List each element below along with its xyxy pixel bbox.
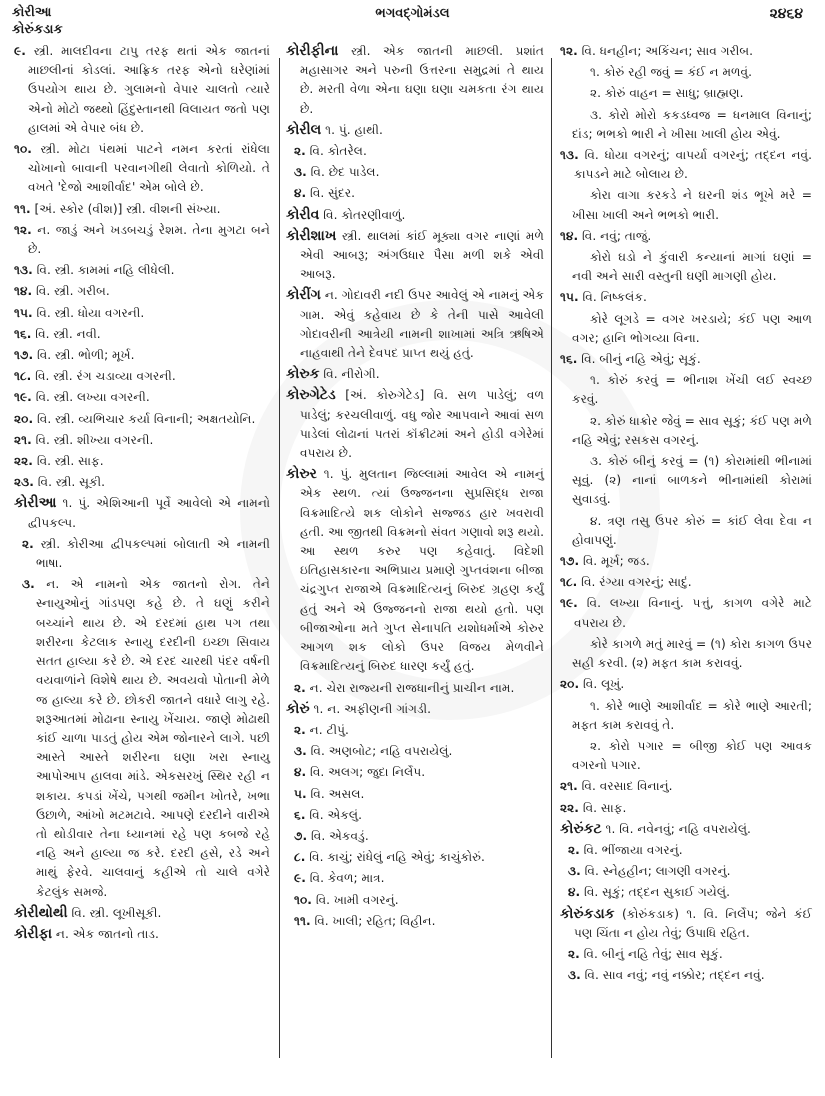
sense-definition xyxy=(560,675,812,694)
sense-number: ૨૦. xyxy=(14,411,34,426)
idiom-usage xyxy=(560,371,812,409)
headword: કોરું xyxy=(286,700,310,717)
dictionary-entry xyxy=(286,121,544,140)
definition-text: વિ. સુંદર. xyxy=(306,186,356,201)
definition-text: વિ. રંગ્યા વગરનું; સાદું. xyxy=(577,575,692,590)
sense-number: ૧૪. xyxy=(560,228,579,243)
sense-definition xyxy=(560,777,812,796)
definition-text: વિ. છેદ પાડેલ. xyxy=(306,165,380,180)
sense-number: ૩. xyxy=(568,864,581,879)
sense-definition xyxy=(286,827,544,846)
sense-definition xyxy=(14,575,270,901)
headword: કોરીશાખ xyxy=(286,227,337,244)
definition-text: વિ. સ્ત્રી. કામમાં નહિ લીધેલી. xyxy=(32,263,175,278)
sense-definition xyxy=(560,841,812,860)
definition-text: વિ. સ્ત્રી. સાફ. xyxy=(32,454,104,469)
definition-text: સ્ત્રી. એક જાતની માછલી. પ્રશાંત મહાસાગર અને પરુની ઉત્તરના સમુદ્રમાં તે થાય છે. મરતી વેળા એના ઘણા ઘણા ચમકતા રંગ થાય છે. xyxy=(300,44,544,116)
sense-number: ૨. xyxy=(590,86,602,101)
definition-text: ન. ટીપું. xyxy=(305,722,349,737)
definition-text: વિ. સ્ત્રી. ધોયા વગરની. xyxy=(32,305,145,320)
idiom-usage xyxy=(560,737,812,775)
definition-text: વિ. બીનું નહિ તેવું; સાવ સૂકું. xyxy=(579,946,723,961)
column-1 xyxy=(14,42,270,946)
sense-definition xyxy=(14,388,270,407)
sense-number: ૨. xyxy=(22,536,34,551)
idiom-usage xyxy=(560,310,812,348)
headword: કોરુંકટ xyxy=(560,820,602,837)
definition-text: કોરે કાગળે મતું મારવું = (૧) કોરા કાગળ ઉપર સહી કરવી. (૨) મફત કામ કરાવવું. xyxy=(572,636,812,671)
sense-number: ૩. xyxy=(568,968,581,983)
definition-text: વિ. ધોયા વગરનું; વાપર્યા વગરનું; તદ્દન નવું. કાપડને માટે બોલાય છે. xyxy=(574,148,812,182)
dictionary-entry xyxy=(286,365,544,384)
sense-definition xyxy=(286,163,544,182)
sense-number: ૧૯. xyxy=(14,390,32,405)
definition-text: વિ. કાચું; રાંધેલું નહિ એવું; કાચુંકોરું. xyxy=(305,850,485,865)
sense-number: ૧૨. xyxy=(560,44,578,58)
sense-definition xyxy=(286,763,544,782)
idiom-usage xyxy=(560,697,812,735)
sense-number: ૨. xyxy=(590,738,602,753)
headword: કોરીંગ xyxy=(286,287,321,304)
sense-number: ૨૨. xyxy=(560,800,579,815)
definition-text: વિ. સ્ત્રી. લખ્યા વગરની. xyxy=(31,390,150,405)
sense-definition xyxy=(560,288,812,307)
definition-text: વિ. કોતરણીવાળું. xyxy=(319,207,406,222)
definition-text: વિ. સ્નેહહીન; લાગણી વગરનું. xyxy=(580,864,731,879)
sense-definition xyxy=(14,304,270,323)
definition-text: વિ. સ્ત્રી. સૂકી. xyxy=(33,475,105,490)
definition-text: વિ. અણબોટ; નહિ વપરાયેલું. xyxy=(306,744,453,759)
definition-text: કોરું વાહન = સાધુ; બ્રાહ્મણ. xyxy=(601,86,744,101)
sense-definition xyxy=(14,200,270,219)
sense-number: ૨. xyxy=(590,413,602,428)
dictionary-entry xyxy=(560,820,812,839)
headword: કોરીથોથી xyxy=(14,904,68,921)
definition-text: કોરે ભાણે આશીર્વાદ = કોરે ભાણે આરતી; મફત કામ કરાવવું તે. xyxy=(572,698,812,732)
sense-number: ૧. xyxy=(590,65,600,80)
sense-number: ૩. xyxy=(22,577,35,592)
sense-number: ૫. xyxy=(294,786,307,801)
sense-number: ૨. xyxy=(568,842,580,857)
dictionary-entry xyxy=(14,925,270,944)
sense-number: ૧૩. xyxy=(560,148,579,163)
definition-text: વિ. સ્ત્રી. શીખ્યા વગરની. xyxy=(31,432,154,447)
sense-number: ૧૦. xyxy=(14,142,32,157)
definition-text: ન. જાડું અને ખડબચડું રેશમ. તેના મુગટા બને છે. xyxy=(28,222,270,257)
headword: કોરીલ xyxy=(286,121,322,138)
sense-definition xyxy=(560,146,812,184)
sense-number: ૩. xyxy=(590,454,602,469)
sense-number: ૮. xyxy=(294,850,306,865)
sense-definition xyxy=(14,367,270,386)
definition-text: વિ. ખામી વગરનું. xyxy=(311,892,399,907)
headword: કોરીફીના xyxy=(286,43,339,59)
definition-text: ૧. પું. મુલતાન જિલ્લામાં આવેલ એ નામનું એક સ્થળ. ત્યાં ઉજ્જનના સુપ્રસિદ્ધ રાજા વિક્રમાદિત્યે શક લોકોને સજ્જડ હાર ખવરાવી હતી. આ જીતથી વિક્રમનો સંવત ગણાવો શરૂ થયો. આ સ્થળ કરુર પણ કહેવાતું. વિદેશી ઇતિહાસકારના અભિપ્રાય પ્રમાણે ગુપ્તવંશના બીજા ચંદ્રગુપ્ત રાજાએ વિક્રમાદિત્યનું બિરુદ ગ્રહણ કર્યું હતું અને એ ઉજ્જનનો રાજા થયો હતો. પણ બીજાઓના મતે ગુપ્ત સેનાપતિ યશોધર્માએ કોરુર આગળ શક લોકો ઉપર વિજય મેળવીને વિક્રમાદિત્યનું બિરુદ ધારણ કર્યું હતું. xyxy=(300,467,544,674)
definition-text: ૧. પું. હાથી. xyxy=(321,122,383,137)
idiom-usage xyxy=(560,512,812,550)
definition-text: વિ. સ્ત્રી. રંગ ચડાવ્યા વગરની. xyxy=(31,369,176,384)
definition-text: ન. એ નામનો એક જાતનો રોગ. તેને સ્નાયુઓનું ગાંડપણ કહે છે. તે ઘણું કરીને બચ્ચાંને થાય છે. એ દરદમાં હાથ પગ તથા શરીરના કેટલાક સ્નાયુ દરદીની ઇચ્છા સિવાય સતત હાલ્યા કરે છે. એ દરદ ચારથી પંદર વર્ષની વયવાળાંને વિશેષે થાય છે. અવયવો પોતાની મેળે જ હાલ્યા કરે છે. છોકરી જાતને વધારે લાગુ રહે. શરૂઆતમાં મોઢાના સ્નાયુ ખેંચાય. જાણે મોઢાથી કાંઈ ચાળા પાડતું હોય એમ જોનારને લાગે. પછી આસ્તે આસ્તે શરીરના ઘણા ખરા સ્નાયુ આપોઆપ હાલવા માંડે. એકસરખું સ્થિર રહી ન શકાય. કપડાં ખેંચે, પગથી જમીન ખોતરે, ખભા ઉછાળે, આંખો મટમટાવે. આપણે દરદીને વારીએ તો થોડીવાર તેના ધ્યાનમાં રહે પણ કબજે રહે નહિ અને હાલ્યા જ કરે. દરદી હસે, રડે અને માથું ફેરવે. ચાલવાનું કહીએ તો ચાલે વગેરે કેટલુંક સમજે. xyxy=(34,577,270,899)
definition-text: કોરું રહી જવું = કંઈ ન મળવું. xyxy=(599,65,753,80)
definition-text: [અં. સ્કોર (વીશ)] સ્ત્રી. વીશની સંખ્યા. xyxy=(30,201,221,216)
sense-number: ૧૦. xyxy=(294,892,312,907)
sense-number: ૪. xyxy=(294,765,307,780)
sense-number: ૩. xyxy=(294,744,307,759)
definition-text: વિ. નીરોગી. xyxy=(319,367,380,382)
sense-number: ૧૧. xyxy=(294,913,311,928)
sense-number: ૭. xyxy=(294,828,308,843)
definition-text: વિ. સ્ત્રી. વ્યભિચાર કર્યા વિનાની; અક્ષતયોનિ. xyxy=(33,411,256,426)
sense-definition xyxy=(286,891,544,910)
definition-text: વિ. સ્ત્રી. લૂખીસૂકી. xyxy=(67,905,162,920)
definition-text: ૧. પું. એશિઆની પૂર્વે આવેલો એ નામનો દ્વીપકલ્પ. xyxy=(28,496,270,530)
sense-number: ૨. xyxy=(568,946,580,961)
dictionary-entry xyxy=(286,227,544,285)
definition-text: વિ. ભીંજાયા વગરનું. xyxy=(579,842,683,857)
definition-text: વિ. એકવડું. xyxy=(307,828,369,843)
dictionary-entry xyxy=(286,286,544,363)
headword: કોરુક xyxy=(286,366,320,383)
definition-text: વિ. સ્ત્રી. ગરીબ. xyxy=(32,284,110,299)
definition-text: વિ. કેવળ; માત્ર. xyxy=(305,871,385,886)
definition-text: વિ. સાફ. xyxy=(578,800,627,815)
definition-text: વિ. ખાલી; રહિત; વિહીન. xyxy=(310,913,436,928)
dictionary-entry xyxy=(14,494,270,532)
sense-number: ૨. xyxy=(294,680,306,695)
sense-definition xyxy=(14,140,270,198)
definition-text: ન. એક જાતનો તાડ. xyxy=(52,926,159,941)
sense-definition xyxy=(286,142,544,161)
sense-definition xyxy=(14,410,270,429)
definition-text: વિ. એકલું. xyxy=(305,807,362,822)
idiom-usage xyxy=(560,248,812,286)
definition-text: (કોરુંકડાક) ૧. વિ. નિર્લેપ; જેને કંઈ પણ ચિંતા ન હોય તેવું; ઉપાધિ રહિત. xyxy=(574,906,812,940)
definition-text: વિ. અલગ; જુદા નિર્લેપ. xyxy=(306,765,426,780)
sense-number: ૧૬. xyxy=(560,352,578,367)
sense-definition xyxy=(14,42,270,138)
dictionary-entry xyxy=(286,42,544,119)
sense-definition xyxy=(286,912,544,931)
sense-number: ૧૭. xyxy=(560,554,580,569)
definition-text: વિ. લૂખું. xyxy=(579,677,625,692)
column-3 xyxy=(560,42,812,987)
definition-text: ૧. વિ. નવેનવું; નહિ વપરાયેલું. xyxy=(601,821,751,836)
sense-definition xyxy=(560,573,812,592)
idiom-usage xyxy=(560,63,812,82)
dictionary-entry xyxy=(286,465,544,676)
sense-number: ૧૮. xyxy=(560,575,578,590)
definition-text: કોરું બીનું કરવું = (૧) કોરામાંથી ભીનામાં સૂવું. (૨) નાનાં બાળકને ભીનામાંથી કોરામાં સુવાડવું. xyxy=(572,454,812,507)
definition-text: ન. ગોદાવરી નદી ઉપર આવેલું એ નામનું એક ગામ. એવું કહેવાય છે કે તેની પાસે આવેલી ગોદાવરીની આત્રેયી નામની શાખામાં અત્રિ ઋષિએ નાહવાથી તેને દેવપદ પ્રાપ્ત થયું હતું. xyxy=(300,288,544,361)
sense-number: ૧૩. xyxy=(14,263,33,278)
definition-text: વિ. સ્ત્રી. ભોળી; મૂર્ખ. xyxy=(33,348,135,363)
sense-definition xyxy=(560,552,812,571)
definition-text: કોરો પગાર = બીજી કોઈ પણ આવક વગરનો પગાર. xyxy=(572,738,812,773)
definition-text: સ્ત્રી. થાલમાં કાંઈ મૂક્યા વગર નાણાં મળે એવી આબરૂ; અંગઉધાર પૈસા મળી શકે એવી આબરૂ. xyxy=(300,228,544,282)
sense-number: ૧૫. xyxy=(560,290,579,305)
sense-definition xyxy=(286,806,544,825)
definition-text: કોરું ધાક્રોર જેવું = સાવ સૂકું; કંઈ પણ મળે નહિ એવું; રસકસ વગરનું. xyxy=(572,413,812,447)
dictionary-entry xyxy=(560,905,812,943)
sense-number: ૬. xyxy=(294,807,306,822)
sense-definition xyxy=(560,883,812,902)
sense-number: ૧૪. xyxy=(14,284,33,299)
definition-text: સ્ત્રી. માલદીવના ટાપુ તરફ થતાં એક જાતનાં માછલીનાં કોડલાં. આફ્રિક તરફ એનો ઘરેણાંમાં ઉપયોગ થાય છે. ગુલામનો વેપાર ચાલતો ત્યારે એનો મોટો જથ્થો હિંદુસ્તાનથી વિલાયત જતો પણ હાલમાં એ વેપાર બંધ છે. xyxy=(25,44,270,135)
sense-definition xyxy=(560,42,812,61)
sense-number: ૨૧. xyxy=(560,779,578,794)
sense-definition xyxy=(560,966,812,985)
sense-definition xyxy=(14,535,270,573)
sense-definition xyxy=(286,679,544,698)
sense-number: ૧૫. xyxy=(14,305,33,320)
sense-definition xyxy=(14,282,270,301)
sense-number: ૨૧. xyxy=(14,432,32,447)
definition-text: વિ. કોતરેલ. xyxy=(305,144,367,159)
definition-text: સ્ત્રી. મોટા પંથમાં પાટને નમન કરતાં રાંધેલા ચોખાનો બાવાની પરવાનગીથી લેવાતો કોળિયો. તે વખતે 'દેજો આશીર્વાદ' એમ બોલે છે. xyxy=(28,142,270,195)
definition-text: વિ. અસલ. xyxy=(306,786,365,801)
sense-number: ૧. xyxy=(590,698,600,713)
definition-text: કોરું કરવું = ભીનાશ ખેંચી લઈ સ્વચ્છ કરવું. xyxy=(572,373,812,407)
definition-text: [અં. કોરુગેટેડ] વિ. સળ પાડેલું; વળ પાડેલું; કરચલીવાળું. વધુ જોર આપવાને આવાં સળ પાડેલાં લોઢાનાં પતરાં કૉંક્રીટમાં અને હોડી વગેરેમાં વપરાય છે. xyxy=(300,388,544,461)
sense-definition xyxy=(14,325,270,344)
definition-text: કોરા વાગા કરકડે ને ઘરની શંડ ભૂખે મરે = ખીસા ખાલી અને ભભકો ભારી. xyxy=(572,188,812,222)
definition-text: વિ. ધનહીન; અકિંચન; સાવ ગરીબ. xyxy=(577,44,754,58)
definition-text: વિ. મૂર્ખ; જડ. xyxy=(579,554,650,569)
page-number: ૨૪૬૪ xyxy=(769,6,803,22)
sense-number: ૧૧. xyxy=(14,201,31,216)
definition-text: વિ. સ્ત્રી. નવી. xyxy=(31,326,101,341)
idiom-usage xyxy=(560,412,812,450)
sense-number: ૧૨. xyxy=(14,222,32,237)
column-divider xyxy=(551,58,552,1058)
definition-text: વિ. વરસાદ વિનાનું. xyxy=(577,779,673,794)
sense-definition xyxy=(14,431,270,450)
sense-definition xyxy=(286,742,544,761)
idiom-usage xyxy=(560,106,812,144)
sense-number: ૧૭. xyxy=(14,348,34,363)
sense-definition xyxy=(286,184,544,203)
definition-text: કોરો મોરો કકડધ્વજ = ધનમાલ વિનાનું; દાંડ; ભભકો ભારી ને ખીસા ખાલી હોય એવું. xyxy=(572,107,812,141)
headword: કોરુગેટેડ xyxy=(286,387,336,404)
sense-number: ૨. xyxy=(294,722,306,737)
idiom-usage xyxy=(560,452,812,510)
definition-text: વિ. સાવ નવું; નવું નક્કોર; તદ્દન નવું. xyxy=(580,968,765,983)
sense-definition xyxy=(14,452,270,471)
sense-definition xyxy=(560,227,812,246)
dictionary-entry xyxy=(286,206,544,225)
headword: કોરુંકડાક xyxy=(560,905,615,922)
sense-definition xyxy=(14,473,270,492)
sense-definition xyxy=(560,799,812,818)
sense-definition xyxy=(14,346,270,365)
guide-word-first: કોરીઆ xyxy=(12,5,52,20)
sense-definition xyxy=(560,594,812,632)
sense-number: ૨૦. xyxy=(560,677,580,692)
dictionary-entry xyxy=(286,386,544,463)
sense-number: ૨૩. xyxy=(14,475,34,490)
sense-definition xyxy=(14,221,270,259)
sense-number: ૯. xyxy=(294,871,306,886)
sense-number: ૩. xyxy=(590,107,602,122)
sense-definition xyxy=(286,785,544,804)
definition-text: વિ. નિષ્કલંક. xyxy=(578,290,647,305)
sense-number: ૨૨. xyxy=(14,454,33,469)
guide-word-last: કોરુંકડાક xyxy=(12,22,63,37)
definition-text: ૧. ન. અફીણની ગાંગડી. xyxy=(309,701,432,716)
definition-text: ત્રણ તસુ ઉપર કોરું = કાંઈ લેવા દેવા ન હોવાપણું. xyxy=(572,513,812,547)
column-divider xyxy=(279,58,280,1058)
idiom-usage xyxy=(560,186,812,224)
sense-definition xyxy=(14,261,270,280)
definition-text: કોરે લૂગડે = વગર ખરડાયે; કંઈ પણ આળ વગર; હાનિ ભોગવ્યા વિના. xyxy=(572,311,812,345)
headword: કોરીઆ xyxy=(14,495,57,512)
headword: કોરીફા xyxy=(14,925,53,942)
column-2 xyxy=(286,42,544,933)
sense-number: ૨. xyxy=(294,144,306,159)
definition-text: ન. ચેરા રાજ્યની રાજધાનીનું પ્રાચીન નામ. xyxy=(305,680,515,695)
sense-number: ૩. xyxy=(294,165,307,180)
sense-number: ૪. xyxy=(568,885,581,900)
sense-definition xyxy=(286,721,544,740)
sense-number: ૧. xyxy=(590,373,600,388)
idiom-usage xyxy=(560,84,812,103)
sense-number: ૧૯. xyxy=(560,596,578,611)
definition-text: વિ. નવું; તાજું. xyxy=(578,228,652,243)
definition-text: વિ. લખ્યા વિનાનું. પત્તું, કાગળ વગેરે માટે વપરાય છે. xyxy=(574,596,812,630)
headword: કોરીવ xyxy=(286,206,320,223)
dictionary-title: ભગવદ્ગોમંડલ xyxy=(375,6,450,21)
dictionary-entry xyxy=(14,904,270,923)
definition-text: વિ. બીનું નહિ એવું; સૂકું. xyxy=(577,352,701,367)
sense-number: ૧૬. xyxy=(14,326,32,341)
sense-number: ૪. xyxy=(590,513,602,528)
sense-number: ૯. xyxy=(14,44,26,58)
sense-number: ૧૮. xyxy=(14,369,32,384)
definition-text: સ્ત્રી. કોરીઆ દ્વીપકલ્પમાં બોલાતી એ નામની ભાષા. xyxy=(33,536,270,571)
sense-definition xyxy=(560,862,812,881)
dictionary-entry xyxy=(286,700,544,719)
sense-number: ૪. xyxy=(294,186,307,201)
definition-text: કોરો ઘડો ને કુંવારી કન્યાનાં માગાં ઘણાં = નવી અને સારી વસ્તુની ઘણી માગણી હોય. xyxy=(572,250,812,284)
sense-definition xyxy=(560,350,812,369)
definition-text: વિ. સૂકું; તદ્દન સુકાઈ ગયેલું. xyxy=(580,885,730,900)
sense-definition xyxy=(286,869,544,888)
idiom-usage xyxy=(560,635,812,673)
sense-definition xyxy=(560,945,812,964)
headword: કોરુર xyxy=(286,466,317,483)
sense-definition xyxy=(286,848,544,867)
